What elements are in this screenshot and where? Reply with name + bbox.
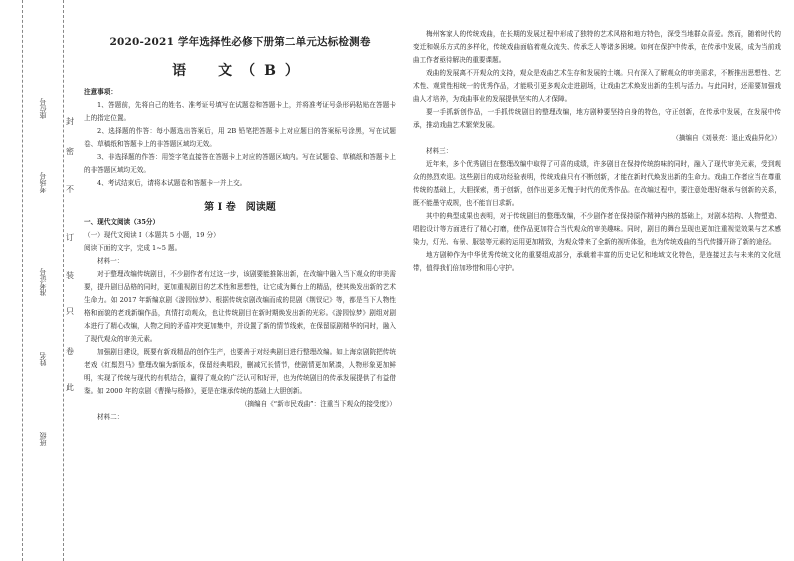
exam-title: 2020-2021 学年选择性必修下册第二单元达标检测卷 [109, 36, 371, 48]
seal-char: 卷 [66, 347, 74, 356]
notice-heading: 注意事项： [84, 88, 117, 96]
seal-char: 只 [66, 307, 74, 316]
source-citation: （摘编自《刘景亮：退止戏曲异化》） [672, 134, 781, 142]
notice-item: 1、答题前，先将自己的姓名、准考证号填写在试题卷和答题卡上，并将准考证号条形码粘贴在答题卡上的指定位置。 [84, 101, 396, 122]
admission-number-field: 准考证号 [39, 268, 47, 296]
material-label: 材料二： [97, 413, 124, 421]
seal-char: 密 [66, 147, 74, 156]
seal-char: 不 [66, 185, 74, 194]
material-paragraph: 梅州客家人的传统戏曲，在长期的发展过程中形成了独特的艺术风格和地方特色，深受当地群众喜爱。然而，随着时代的变迁和娱乐方式的多样化，传统戏曲面临着观众流失、传承乏人等诸多困境。如何在保护中传承，在传承中发展，成为当前戏曲工作者亟待解决的重要课题。 [413, 30, 781, 64]
part-heading: 第 I 卷 阅读题 [204, 202, 276, 213]
seal-char: 订 [66, 233, 74, 242]
material-paragraph: 要一手抓新创作品，一手抓传统剧目的整理改编，地方剧种要坚持自身的特色，守正创新，在传承中发展，在发展中传承，推动戏曲艺术繁荣发展。 [413, 108, 781, 129]
material-paragraph: 加强剧目建设，既要有新戏精品的创作生产，也要善于对经典剧目进行整理改编。如上海京剧院把传统老戏《红鬃烈马》整理改编为新版本，保留经典唱段，删减冗长情节，使剧情更加紧凑，人物形象更加鲜明，实现了传统与现代的有机结合，赢得了观众的广泛认可和好评，也为传统剧目的传承发展提供了有益借鉴。如 2000 年的京剧《曹操与杨修》，更是在继承传统的基础上大胆创新。 [84, 348, 396, 395]
source-citation: （摘编自《“新市民戏曲”：注重当下观众的接受度》） [240, 400, 396, 408]
subject-title: 语 文（B） [172, 63, 308, 79]
seal-char: 封 [66, 117, 74, 126]
seal-char: 装 [66, 271, 74, 280]
class-field: 班级 [39, 432, 47, 446]
material-paragraph: 对于整理改编传统剧目，不少剧作者有过这一步，该剧要能推陈出新，在改编中融入当下观众的审美需要，提升剧目品格的同时，更加重视剧目的艺术性和思想性，让它成为舞台上的精品，使其焕发出新的艺术生命力。如 2017 年新编京剧《游园惊梦》、根据传统京剧改编而成的昆剧《荆钗记》等，都是当下人物性格和面貌的老戏新编作品，真情打动观众，也让传统剧目在新时期焕发出新的光彩。《游园惊梦》剧组对剧本进行了精心改编，人物之间的矛盾冲突更加集中，并设置了新的情节线索，在保留原剧精华的同时，融入了现代观众的审美元素。 [84, 270, 396, 343]
subsection-heading: （一）现代文阅读 I（本题共 5 小题，19 分） [84, 231, 220, 239]
reading-instruction: 阅读下面的文字，完成 1~5 题。 [84, 244, 182, 252]
material-paragraph: 其中的典型成果也表明，对于传统剧目的整理改编，不少剧作者在保持原作精神内核的基础上，对剧本结构、人物塑造、唱腔设计等方面进行了精心打磨，使作品更加符合当代观众的审美趣味。同时，剧目的舞台呈现也更加注重视觉效果与艺术感染力，灯光、布景、服装等元素的运用更加精致，为观众带来了全新的视听体验，也为传统戏曲的当代传播开辟了新的途径。 [413, 212, 781, 246]
binding-line [22, 0, 23, 561]
binding-margin [0, 0, 84, 561]
notice-item: 2、选择题的作答：每小题选出答案后，用 2B 铅笔把答题卡上对应题目的答案标号涂黑，写在试题卷、草稿纸和答题卡上的非答题区域均无效。 [84, 127, 396, 148]
left-column [84, 0, 396, 561]
name-field: 姓名 [39, 352, 47, 366]
notice-item: 4、考试结束后，请将本试题卷和答题卡一并上交。 [97, 179, 247, 187]
material-label: 材料一： [97, 257, 124, 265]
notice-block [84, 86, 396, 190]
notice-item: 3、非选择题的作答：用签字笔直接答在答题卡上对应的答题区域内。写在试题卷、草稿纸和答题卡上的非答题区域均无效。 [84, 153, 396, 174]
section-heading: 一、现代文阅读（35分） [84, 218, 160, 226]
exam-room-field: 考场号 [39, 172, 47, 193]
material-paragraph: 戏曲的发展离不开观众的支持，观众是戏曲艺术生存和发展的土壤。只有深入了解观众的审美需求，不断推出思想性、艺术性、观赏性相统一的优秀作品，才能吸引更多观众走进剧场，让戏曲艺术焕发出新的生机与活力。与此同时，还需要加强戏曲人才培养，为戏曲事业的发展提供坚实的人才保障。 [413, 69, 781, 103]
binding-line [63, 0, 64, 561]
right-column [413, 0, 781, 561]
material-paragraph: 近年来，多个优秀剧目在整理改编中取得了可喜的成绩，许多剧目在保持传统韵味的同时，融入了现代审美元素，受到观众的热烈欢迎。这些剧目的成功经验表明，传统戏曲只有不断创新，才能在新时代焕发出新的生命力。戏曲工作者应当在尊重传统的基础上，大胆探索，勇于创新，创作出更多无愧于时代的优秀作品。在改编过程中，要注意处理好继承与创新的关系，既不能墨守成规，也不能盲目求新。 [413, 160, 781, 207]
material-label: 材料三： [426, 147, 453, 155]
seal-char: 此 [66, 383, 74, 392]
material-paragraph: 地方剧种作为中华优秀传统文化的重要组成部分，承载着丰富的历史记忆和地域文化特色，是连接过去与未来的文化纽带，值得我们倍加珍惜和用心守护。 [413, 251, 781, 272]
seat-number-field: 座位号 [39, 98, 47, 119]
